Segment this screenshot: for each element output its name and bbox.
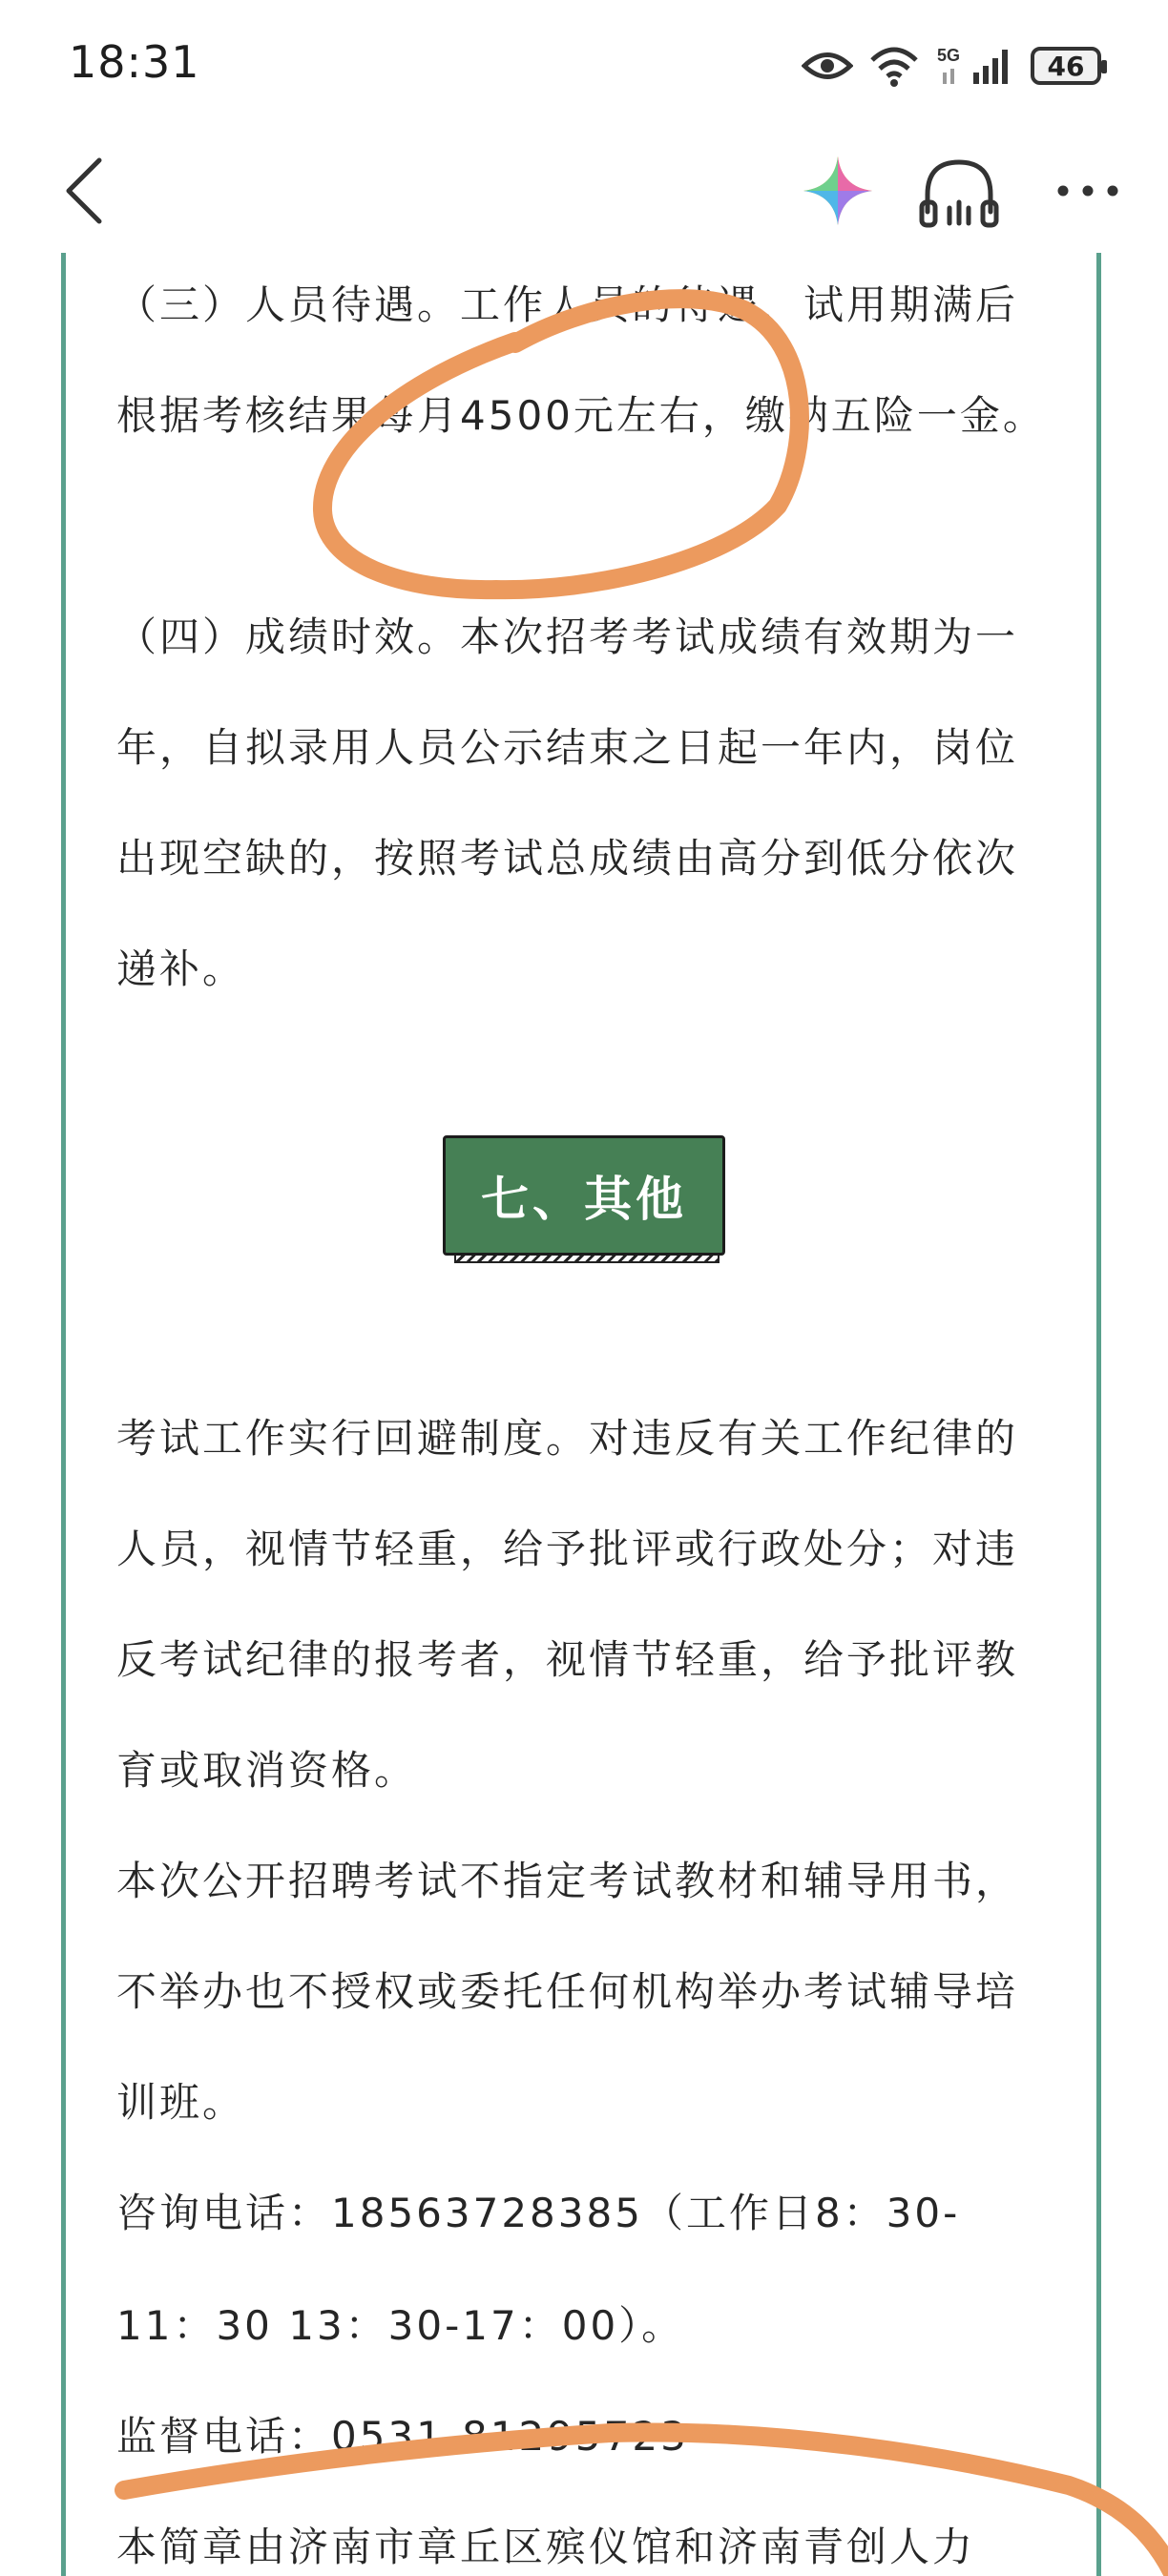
footer-line: 本简章由济南市章丘区殡仪馆和济南青创人力: [116, 2524, 976, 2570]
wifi-icon: [868, 45, 920, 87]
paragraph-discipline: 考试工作实行回避制度。对违反有关工作纪律的人员，视情节轻重，给予批评或行政处分；对违反考试纪律的报考者，视情节轻重，给予批评教育或取消资格。: [116, 1415, 1019, 1794]
signal-icon: [935, 44, 1015, 88]
headphones-icon[interactable]: [918, 153, 1000, 235]
status-icons: [802, 42, 1101, 90]
contact-phone-line-2: 11：30 13：30-17：00）。: [116, 2302, 685, 2349]
supervision-phone: 监督电话：0531-81295723: [116, 2413, 689, 2460]
more-dots-icon[interactable]: [1050, 153, 1126, 229]
ai-sparkle-icon[interactable]: [800, 153, 876, 229]
paragraph-no-materials: 本次公开招聘考试不指定考试教材和辅导用书，不举办也不授权或委托任何机构举办考试辅导培训班。: [116, 1858, 1019, 2126]
back-arrow-icon[interactable]: [59, 153, 116, 229]
paragraph-benefits: （三）人员待遇。工作人员的待遇，试用期满后根据考核结果每月4500元左右，缴纳五险一金。: [116, 281, 1046, 439]
section-heading-block: [443, 1135, 725, 1269]
status-bar: [0, 0, 1168, 134]
battery-icon: 46: [1031, 47, 1101, 85]
section-heading: 七、其他: [443, 1135, 725, 1256]
nav-bar: [0, 134, 1168, 248]
status-time: 18:31: [69, 36, 200, 88]
contact-phone-line-1: 咨询电话：18563728385（工作日8：30-: [116, 2190, 961, 2236]
eye-icon: [802, 50, 853, 82]
paragraph-score-validity: （四）成绩时效。本次招考考试成绩有效期为一年，自拟录用人员公示结束之日起一年内，岗位出现空缺的，按照考试总成绩由高分到低分依次递补。: [116, 613, 1019, 992]
network-label: 5G: [937, 46, 961, 65]
